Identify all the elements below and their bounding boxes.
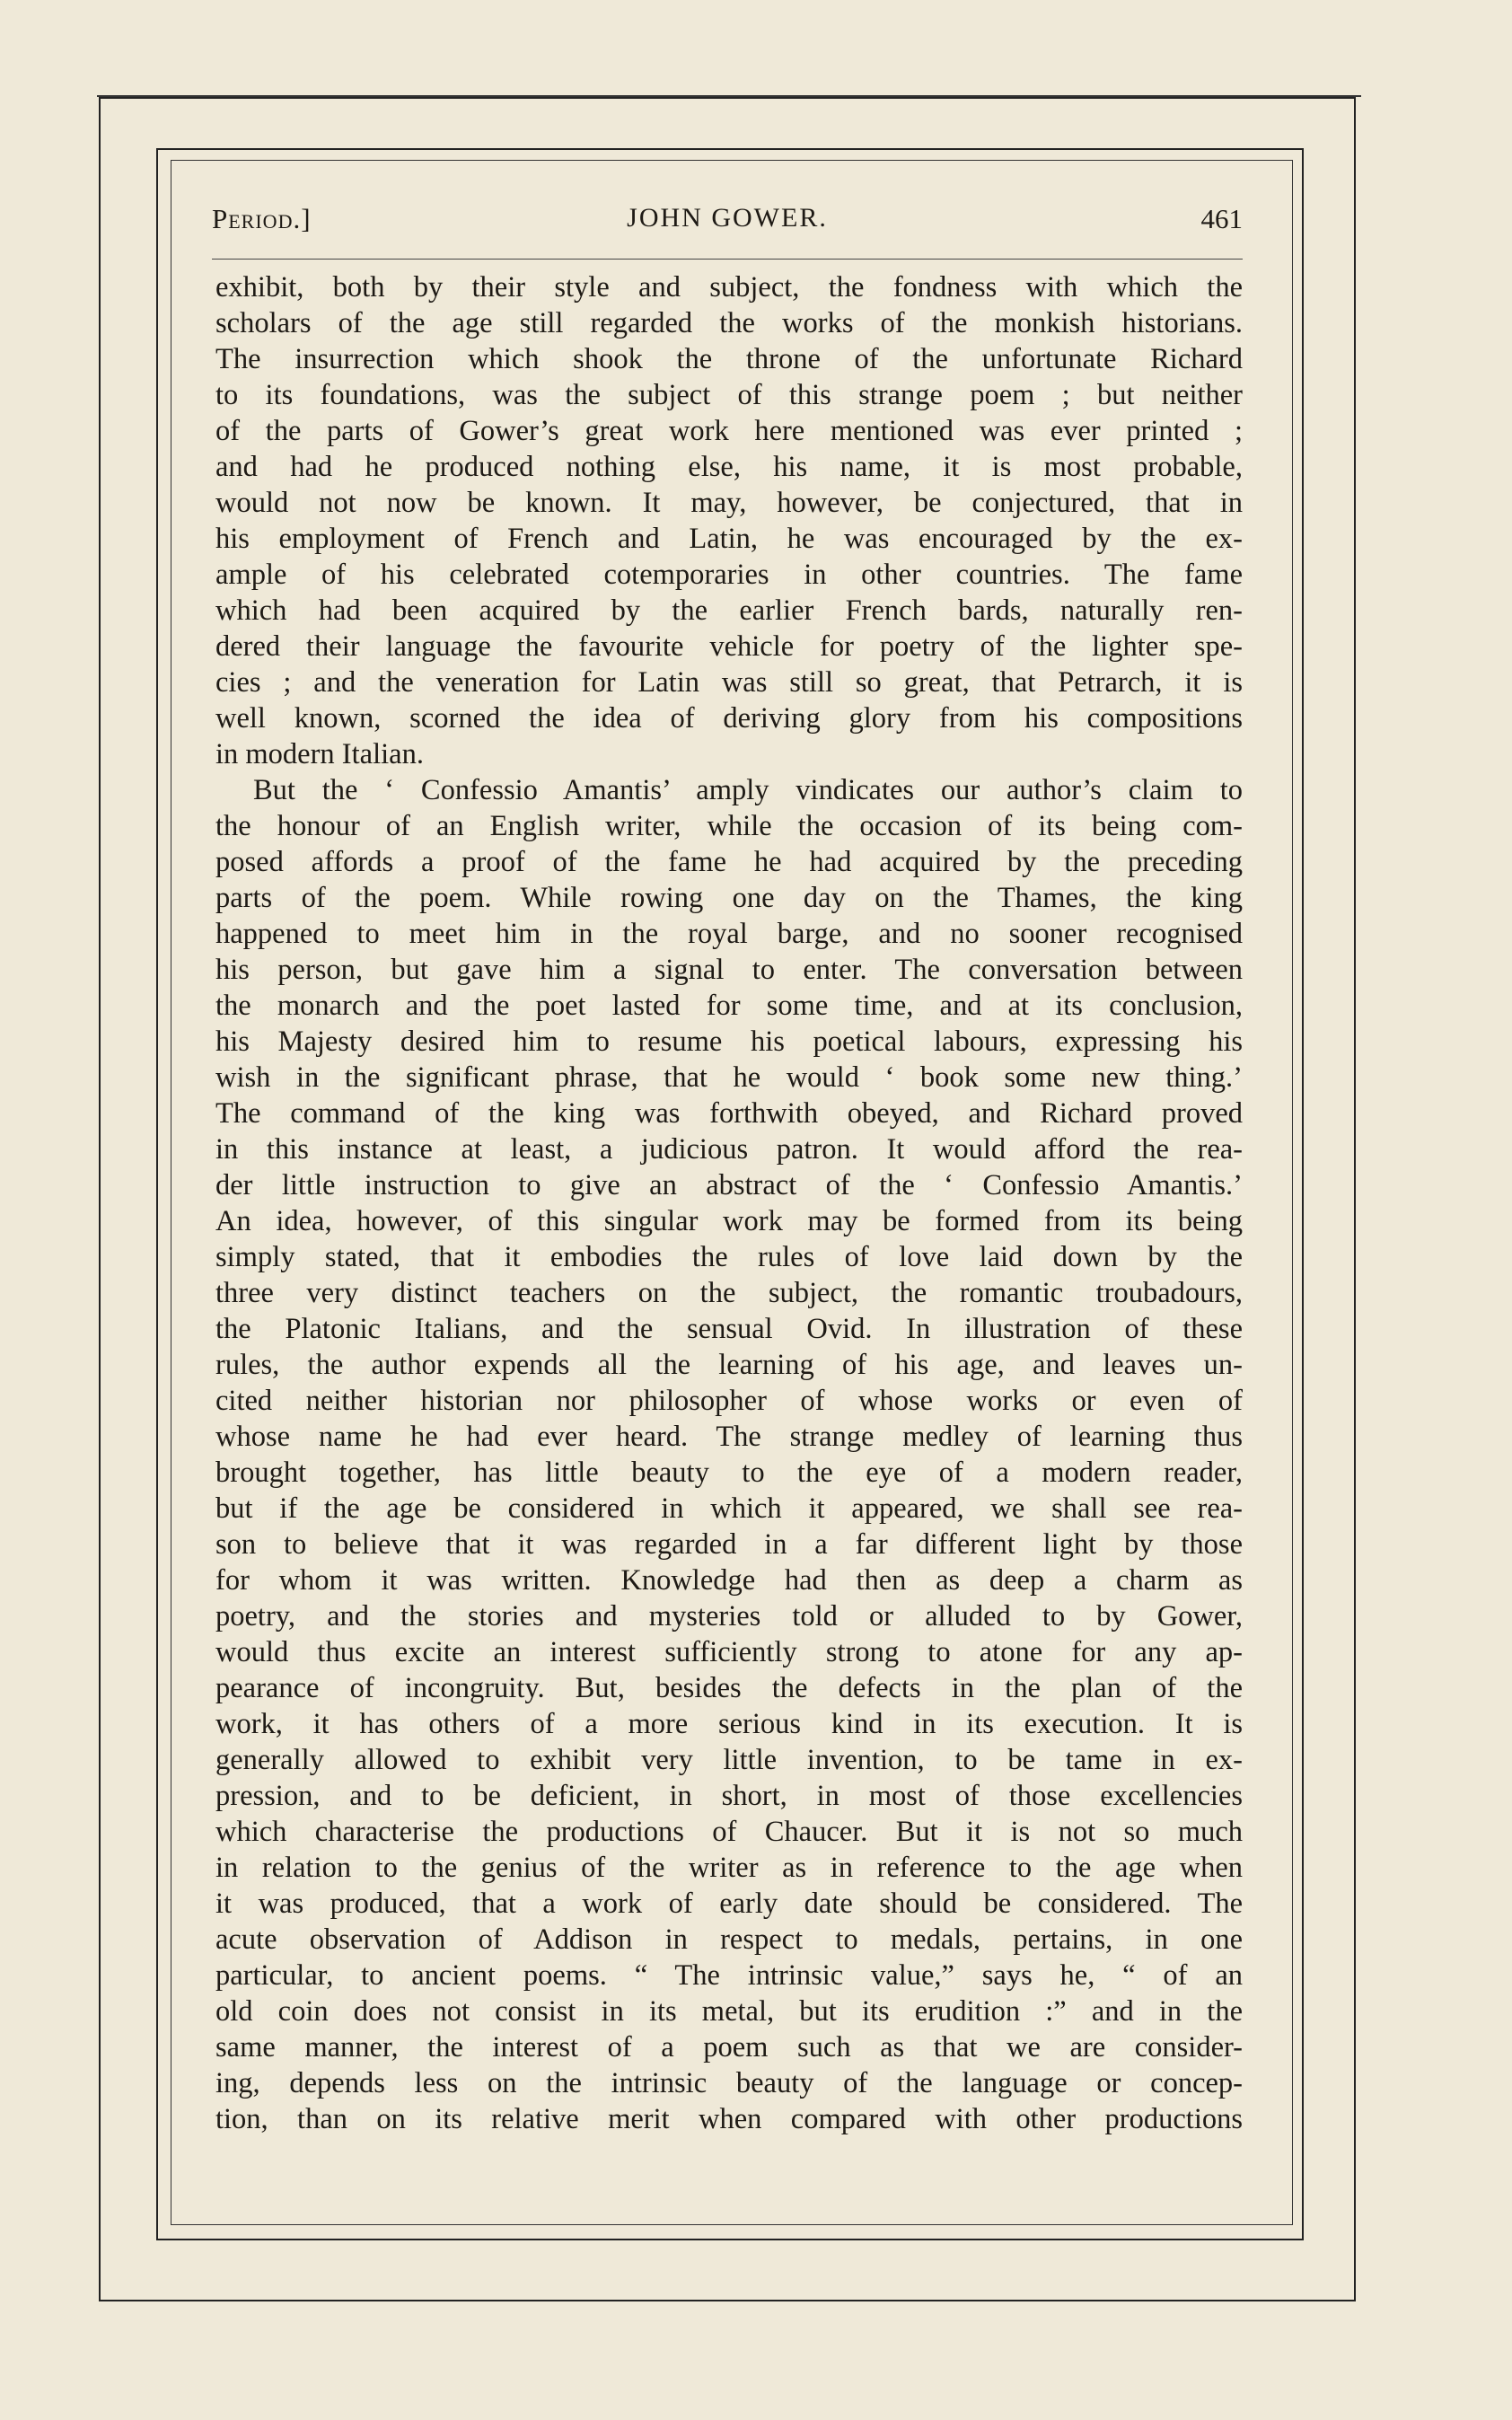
- text-line: But the ‘ Confessio Amantis’ amply vindicates our author’s claim to: [253, 774, 1243, 806]
- text-line: three very distinct teachers on the subject, the romantic troubadours,: [215, 1277, 1243, 1309]
- text-line: poetry, and the stories and mysteries told or alluded to by Gower,: [215, 1600, 1243, 1632]
- text-line: scholars of the age still regarded the works of the monkish historians.: [215, 307, 1243, 339]
- page-number: 461: [1200, 203, 1243, 234]
- text-line: brought together, has little beauty to the eye of a modern reader,: [215, 1456, 1243, 1489]
- text-line: pearance of incongruity. But, besides the defects in the plan of the: [215, 1672, 1243, 1704]
- text-line: it was produced, that a work of early date should be considered. The: [215, 1888, 1243, 1920]
- text-line: exhibit, both by their style and subject, the fondness with which the: [215, 271, 1243, 304]
- text-line: the monarch and the poet lasted for some time, and at its conclusion,: [215, 990, 1243, 1022]
- header-title: JOHN GOWER.: [627, 203, 828, 233]
- text-line: of the parts of Gower’s great work here mentioned was ever printed ;: [215, 415, 1243, 447]
- text-line: which had been acquired by the earlier French bards, naturally ren-: [215, 594, 1243, 627]
- text-line: for whom it was written. Knowledge had then as deep a charm as: [215, 1564, 1243, 1597]
- text-line: wish in the significant phrase, that he would ‘ book some new thing.’: [215, 1061, 1243, 1094]
- text-line: particular, to ancient poems. “ The intrinsic value,” says he, “ of an: [215, 1959, 1243, 1992]
- text-line: which characterise the productions of Chaucer. But it is not so much: [215, 1816, 1243, 1848]
- text-line: ample of his celebrated cotemporaries in other countries. The fame: [215, 559, 1243, 591]
- text-line: in this instance at least, a judicious patron. It would afford the rea-: [215, 1133, 1243, 1166]
- text-line: in modern Italian.: [215, 738, 424, 770]
- text-line: rules, the author expends all the learning of his age, and leaves un-: [215, 1349, 1243, 1381]
- text-line: the honour of an English writer, while the occasion of its being com-: [215, 810, 1243, 842]
- text-line: well known, scorned the idea of deriving glory from his compositions: [215, 702, 1243, 735]
- text-line: The insurrection which shook the throne of the unfortunate Richard: [215, 343, 1243, 375]
- text-line: would not now be known. It may, however, be conjectured, that in: [215, 487, 1243, 519]
- text-line: ing, depends less on the intrinsic beauty of the language or concep-: [215, 2067, 1243, 2099]
- text-line: The command of the king was forthwith obeyed, and Richard proved: [215, 1097, 1243, 1130]
- header-rule: [212, 259, 1243, 260]
- text-line: work, it has others of a more serious kind in its execution. It is: [215, 1708, 1243, 1740]
- text-line: would thus excite an interest sufficiently strong to atone for any ap-: [215, 1636, 1243, 1668]
- text-line: dered their language the favourite vehicle for poetry of the lighter spe-: [215, 630, 1243, 663]
- text-line: and had he produced nothing else, his name, it is most probable,: [215, 451, 1243, 483]
- text-line: An idea, however, of this singular work may be formed from its being: [215, 1205, 1243, 1237]
- text-line: generally allowed to exhibit very little invention, to be tame in ex-: [215, 1744, 1243, 1776]
- text-line: posed affords a proof of the fame he had acquired by the preceding: [215, 846, 1243, 878]
- header-section: Period.]: [212, 203, 312, 234]
- text-line: cited neither historian nor philosopher of whose works or even of: [215, 1385, 1243, 1417]
- text-line: but if the age be considered in which it appeared, we shall see rea-: [215, 1492, 1243, 1525]
- text-line: pression, and to be deficient, in short, in most of those excellencies: [215, 1780, 1243, 1812]
- text-line: simply stated, that it embodies the rules of love laid down by the: [215, 1241, 1243, 1273]
- text-line: the Platonic Italians, and the sensual Ovid. In illustration of these: [215, 1313, 1243, 1345]
- text-line: his employment of French and Latin, he was encouraged by the ex-: [215, 523, 1243, 555]
- text-line: cies ; and the veneration for Latin was still so great, that Petrarch, it is: [215, 666, 1243, 699]
- text-line: his person, but gave him a signal to enter. The conversation between: [215, 954, 1243, 986]
- text-line: to its foundations, was the subject of this strange poem ; but neither: [215, 379, 1243, 411]
- text-line: der little instruction to give an abstract of the ‘ Confessio Amantis.’: [215, 1169, 1243, 1201]
- text-line: same manner, the interest of a poem such as that we are consider-: [215, 2031, 1243, 2064]
- text-line: son to believe that it was regarded in a far different light by those: [215, 1528, 1243, 1561]
- text-line: his Majesty desired him to resume his poetical labours, expressing his: [215, 1025, 1243, 1058]
- running-header: [212, 203, 1243, 239]
- text-line: acute observation of Addison in respect to medals, pertains, in one: [215, 1923, 1243, 1956]
- text-line: old coin does not consist in its metal, but its erudition :” and in the: [215, 1995, 1243, 2028]
- text-line: happened to meet him in the royal barge, and no sooner recognised: [215, 918, 1243, 950]
- text-line: whose name he had ever heard. The strange medley of learning thus: [215, 1421, 1243, 1453]
- text-line: in relation to the genius of the writer as in reference to the age when: [215, 1852, 1243, 1884]
- text-line: tion, than on its relative merit when compared with other productions: [215, 2103, 1243, 2135]
- body-text: [215, 269, 1243, 2137]
- text-line: parts of the poem. While rowing one day on the Thames, the king: [215, 882, 1243, 914]
